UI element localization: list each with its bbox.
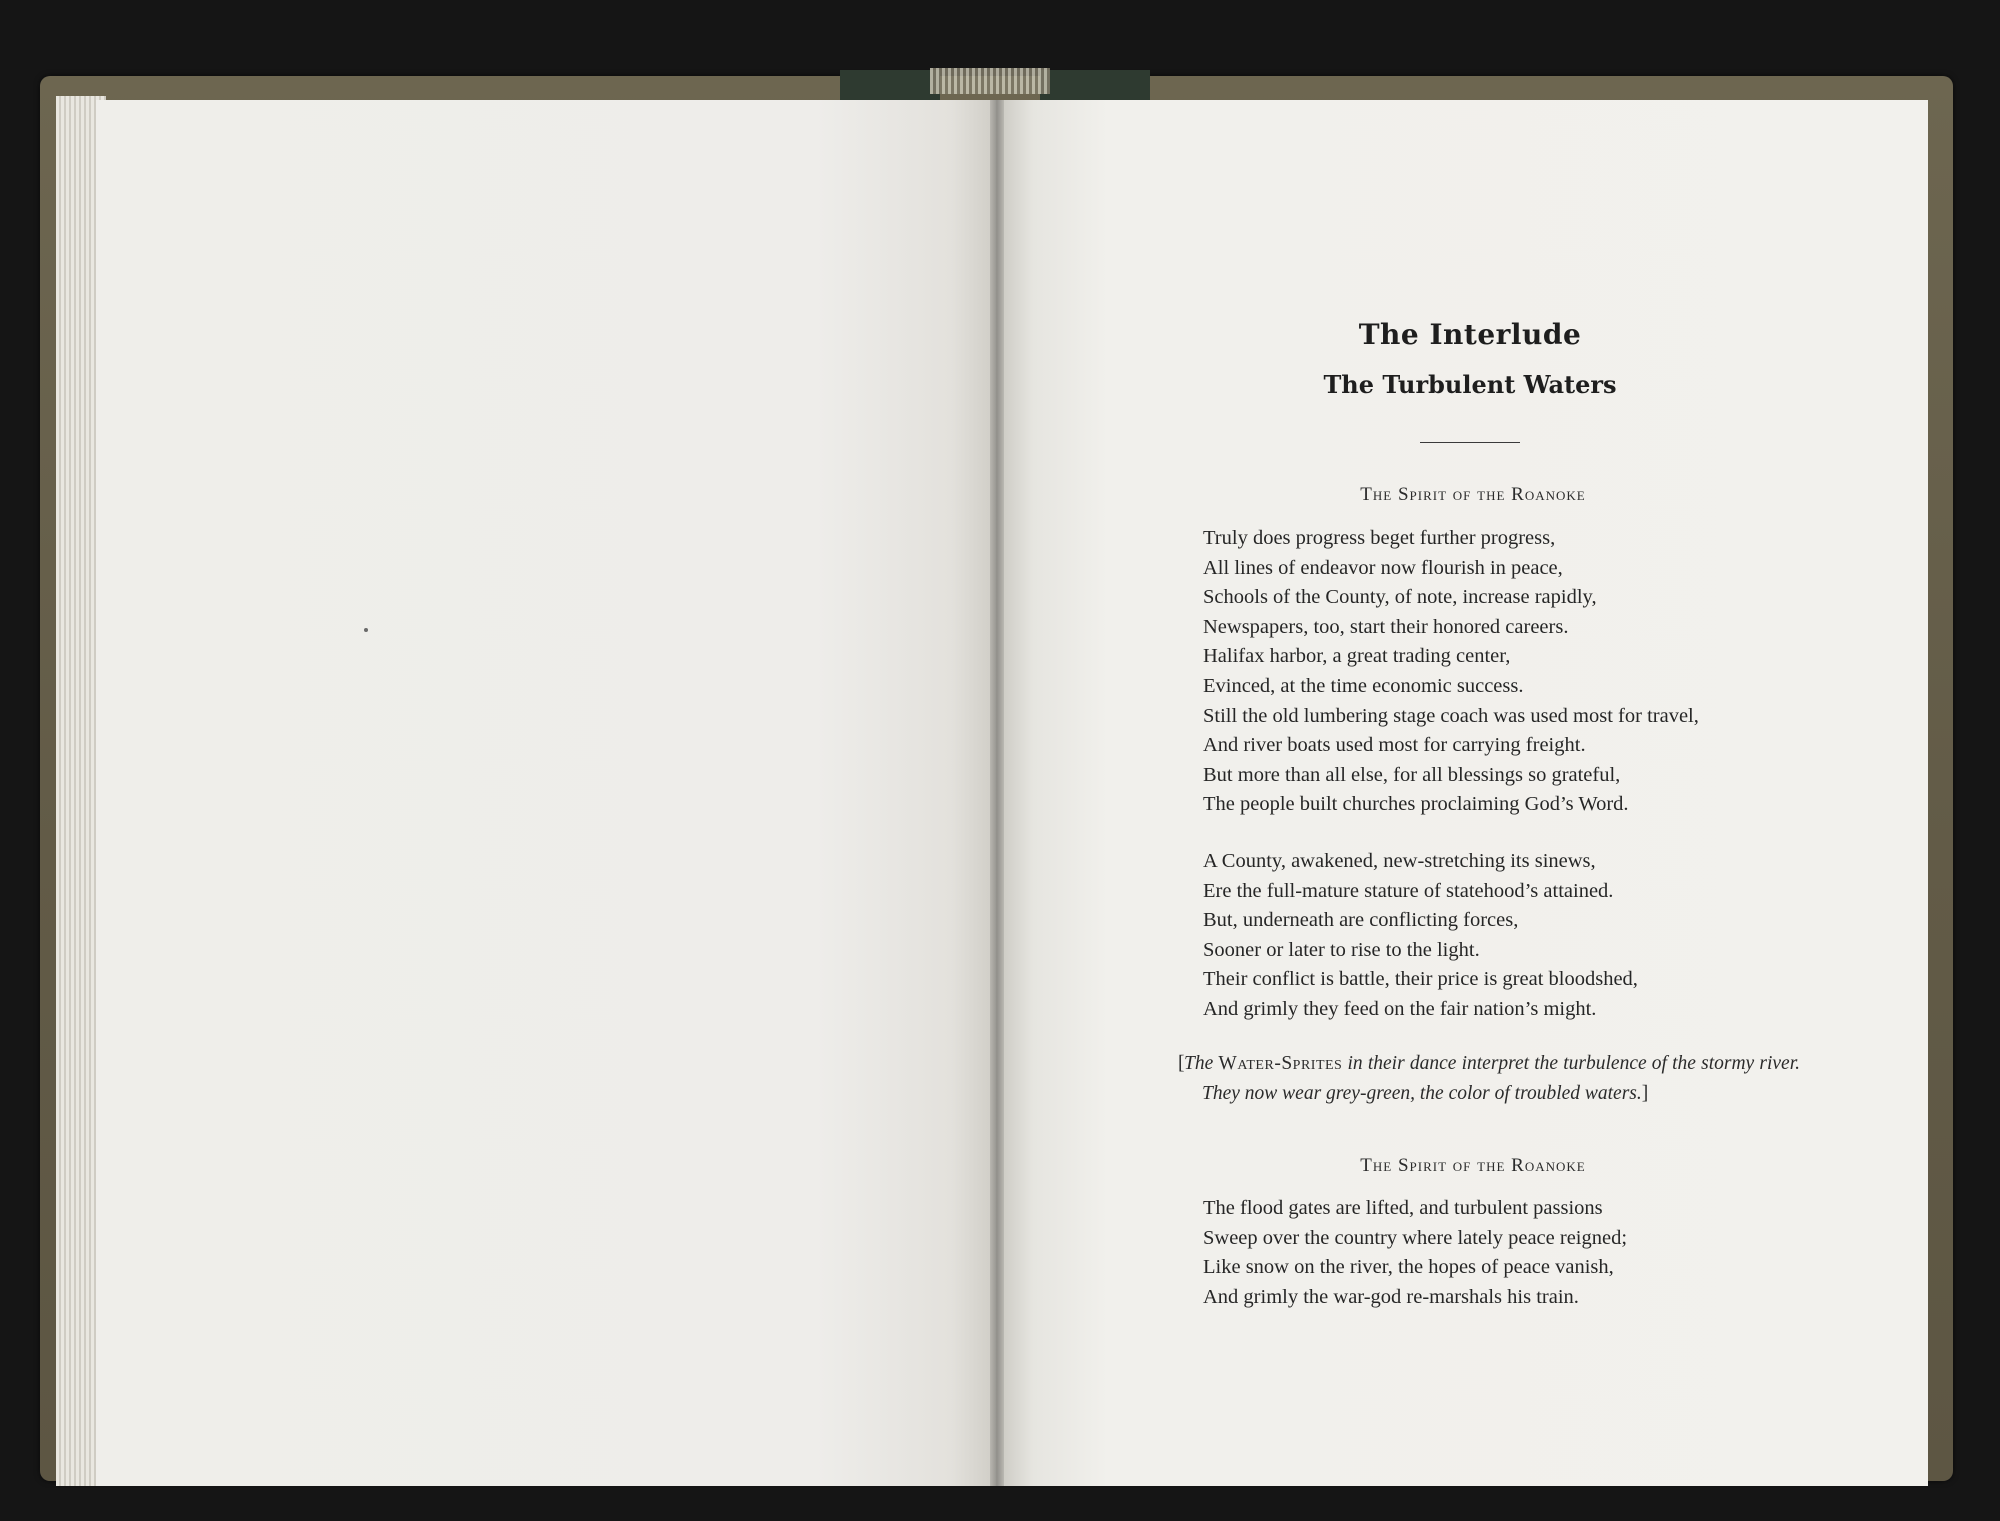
page-title: The Interlude xyxy=(1358,318,1582,351)
verse-line: Sooner or later to rise to the light. xyxy=(1203,938,1480,961)
verse-line: Like snow on the river, the hopes of peace vanish, xyxy=(1203,1256,1614,1279)
left-page-blank xyxy=(96,100,996,1486)
close-bracket: ] xyxy=(1641,1083,1649,1104)
verse-line: Truly does progress beget further progress, xyxy=(1203,527,1556,549)
stanza-2 xyxy=(1203,847,1638,1025)
verse-line: Evinced, at the time economic success. xyxy=(1203,674,1524,697)
verse-line: And river boats used most for carrying freight. xyxy=(1203,734,1586,757)
page-subtitle: The Turbulent Waters xyxy=(1323,370,1617,399)
book-gutter xyxy=(990,100,1004,1486)
speaker-heading: The Spirit of the Roanoke xyxy=(1360,1155,1586,1176)
verse-line: The people built churches proclaiming God’s Word. xyxy=(1203,793,1629,816)
verse-line: Schools of the County, of note, increase rapidly, xyxy=(1203,586,1597,609)
direction-actors: Water-Sprites xyxy=(1218,1053,1343,1074)
verse-line: But more than all else, for all blessings so grateful, xyxy=(1203,763,1621,786)
verse-line: Halifax harbor, a great trading center, xyxy=(1203,645,1511,668)
frayed-spine xyxy=(930,68,1050,94)
verse-line: Their conflict is battle, their price is great bloodshed, xyxy=(1203,968,1638,991)
open-bracket: [ xyxy=(1178,1053,1185,1074)
speaker-heading: The Spirit of the Roanoke xyxy=(1360,484,1586,505)
verse-line: Ere the full-mature stature of statehood’s attained. xyxy=(1203,879,1614,902)
spine-cloth-left xyxy=(840,70,940,100)
verse-line: The flood gates are lifted, and turbulent passions xyxy=(1203,1197,1603,1219)
verse-line: A County, awakened, new-stretching its sinews, xyxy=(1203,850,1596,872)
verse-line: All lines of endeavor now flourish in peace, xyxy=(1203,556,1563,579)
direction-article: The xyxy=(1184,1053,1214,1074)
stanza-3 xyxy=(1203,1194,1627,1312)
title-rule xyxy=(1420,442,1520,443)
paper-speck xyxy=(364,628,368,632)
spine-cloth-right xyxy=(1040,70,1150,100)
verse-line: And grimly they feed on the fair nation’s might. xyxy=(1203,997,1597,1020)
verse-line: Sweep over the country where lately peace reigned; xyxy=(1203,1226,1628,1249)
verse-line: Still the old lumbering stage coach was used most for travel, xyxy=(1203,704,1699,727)
verse-line: But, underneath are conflicting forces, xyxy=(1203,909,1519,932)
stage-direction xyxy=(1178,1049,1800,1109)
stanza-1 xyxy=(1203,524,1699,820)
verse-line: Newspapers, too, start their honored careers. xyxy=(1203,615,1569,638)
verse-line: And grimly the war-god re-marshals his train. xyxy=(1203,1285,1579,1308)
direction-text: in their dance interpret the turbulence of the stormy river. They now wear grey-green, the color of troubled waters. xyxy=(1202,1053,1801,1104)
